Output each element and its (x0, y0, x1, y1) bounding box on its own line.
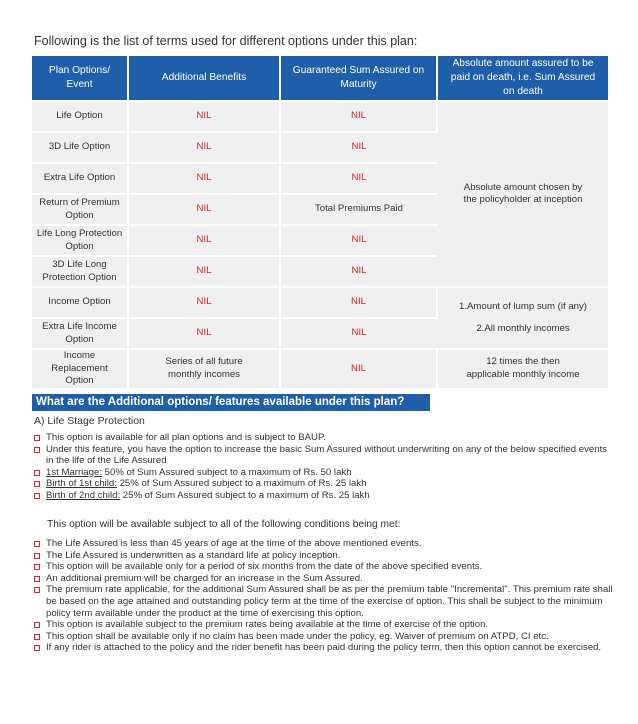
header-death-benefit: Absolute amount assured to be paid on death, i.e. Sum Assured on death (437, 56, 608, 101)
cell-additional-benefit: NIL (128, 163, 280, 194)
table-row (32, 349, 608, 388)
conditions-heading: This option will be available subject to all of the following conditions being met: (47, 519, 401, 530)
bullet-square-icon (34, 587, 40, 593)
cell-death-benefit-income (437, 287, 608, 349)
bullet-square-icon (34, 622, 40, 628)
cell-additional-benefit: Series of all future monthly incomes (128, 349, 280, 388)
list-item: If any rider is attached to the policy and the rider benefit has been paid during the policy term, then this option cannot be exercised. (34, 642, 624, 654)
cell-maturity: NIL (280, 349, 437, 388)
cell-maturity: NIL (280, 318, 437, 349)
bullet-square-icon (34, 541, 40, 547)
header-guaranteed-sum-assured: Guaranteed Sum Assured on Maturity (280, 56, 437, 101)
cell-maturity: NIL (280, 101, 437, 132)
bullet-square-icon (34, 645, 40, 651)
cell-additional-benefit: NIL (128, 318, 280, 349)
cell-option: Income Option (32, 287, 128, 318)
bullet-square-icon (34, 564, 40, 570)
list-item: Birth of 1st child: 25% of Sum Assured subject to a maximum of Rs. 25 lakh (34, 478, 608, 490)
bullet-square-icon (34, 493, 40, 499)
subsection-title: A) Life Stage Protection (34, 415, 145, 427)
list-item: The Life Assured is underwritten as a standard life at policy inception. (34, 550, 624, 562)
bullet-square-icon (34, 634, 40, 640)
cell-option: Life Long Protection Option (32, 225, 128, 256)
cell-maturity: Total Premiums Paid (280, 194, 437, 225)
bullet-square-icon (34, 470, 40, 476)
list-item: This option will be available only for a period of six months from the date of the above specified events. (34, 561, 624, 573)
cell-maturity: NIL (280, 225, 437, 256)
feature-list (34, 432, 608, 502)
death-benefit-line-2: 2.All monthly incomes (476, 322, 570, 334)
cell-additional-benefit: NIL (128, 225, 280, 256)
cell-additional-benefit: NIL (128, 132, 280, 163)
cell-option: Life Option (32, 101, 128, 132)
intro-text: Following is the list of terms used for different options under this plan: (34, 34, 418, 48)
section-title-bar: What are the Additional options/ features available under this plan? (32, 394, 430, 411)
cell-death-benefit-replacement: 12 times the then applicable monthly income (437, 349, 608, 388)
cell-additional-benefit: NIL (128, 194, 280, 225)
cell-additional-benefit: NIL (128, 287, 280, 318)
cell-maturity: NIL (280, 132, 437, 163)
list-item: This option is available subject to the premium rates being available at the time of exercise of the option. (34, 619, 624, 631)
bullet-square-icon (34, 435, 40, 441)
cell-additional-benefit: NIL (128, 256, 280, 287)
table-row (32, 287, 608, 318)
list-item: This option shall be available only if no claim has been made under the policy, eg. Waiver of premium on ATPD, CI etc. (34, 631, 624, 643)
cell-death-benefit: Absolute amount chosen by the policyholder at inception (437, 101, 608, 287)
list-item: An additional premium will be charged for an increase in the Sum Assured. (34, 573, 624, 585)
header-additional-benefits: Additional Benefits (128, 56, 280, 101)
list-item: The premium rate applicable, for the additional Sum Assured shall be as per the premium table "Incremental". This premium rate shall be based on the age attained and outstanding policy term at the time of the exercise of option. This shall be subject to the minimum policy term available under the product at the time of exercising this option. (34, 584, 624, 619)
cell-option: Return of Premium Option (32, 194, 128, 225)
bullet-square-icon (34, 447, 40, 453)
cell-maturity: NIL (280, 287, 437, 318)
list-item: The Life Assured is less than 45 years of age at the time of the above mentioned events. (34, 538, 624, 550)
cell-option: 3D Life Long Protection Option (32, 256, 128, 287)
list-item: Under this feature, you have the option to increase the basic Sum Assured without underwriting on any of the below specified events in the life of the Life Assured (34, 444, 608, 467)
header-plan-options: Plan Options/ Event (32, 56, 128, 101)
table-header-row (32, 56, 608, 101)
list-item: Birth of 2nd child: 25% of Sum Assured subject to a maximum of Rs. 25 lakh (34, 490, 608, 502)
cell-option: 3D Life Option (32, 132, 128, 163)
cell-maturity: NIL (280, 163, 437, 194)
cell-option: Extra Life Option (32, 163, 128, 194)
bullet-square-icon (34, 481, 40, 487)
conditions-list (34, 538, 624, 654)
cell-option: Extra Life Income Option (32, 318, 128, 349)
event-label: Birth of 2nd child: (46, 489, 121, 501)
cell-option: Income Replacement Option (32, 349, 128, 388)
cell-additional-benefit: NIL (128, 101, 280, 132)
bullet-square-icon (34, 576, 40, 582)
event-label: Birth of 1st child: (46, 478, 117, 490)
event-label: 1st Marriage: (46, 466, 102, 478)
list-item: 1st Marriage: 50% of Sum Assured subject to a maximum of Rs. 50 lakh (34, 467, 608, 479)
bullet-square-icon (34, 553, 40, 559)
cell-maturity: NIL (280, 256, 437, 287)
death-benefit-line-1: 1.Amount of lump sum (if any) (459, 301, 587, 312)
terms-table (32, 56, 608, 388)
list-item: This option is available for all plan options and is subject to BAUP. (34, 432, 608, 444)
table-row (32, 101, 608, 132)
